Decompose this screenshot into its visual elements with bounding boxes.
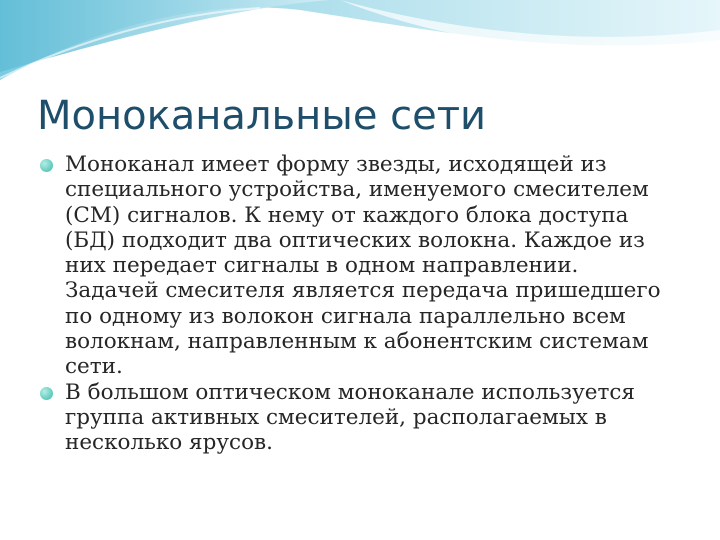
bullet-list [40,152,700,456]
bullet-dot-icon [40,387,53,400]
bullet-text: В большом оптическом моноканале используется группа активных смесителей, располагаемых в несколько ярусов. [65,379,635,456]
bullet-text: Моноканал имеет форму звезды, исходящей из специального устройства, именуемого смесителем (СМ) сигналов. К нему от каждого блока доступа (БД) подходит два оптических волокна. Каждое из них передает сигналы в одном направлении. Задачей смесителя является передача пришедшего по одному из волокон сигнала параллельно всем волокнам, направленным к абонентским системам сети. [65,152,661,380]
slide-title: Моноканальные сети [37,93,487,139]
list-item [40,152,700,380]
list-item [40,380,700,456]
bullet-dot-icon [40,159,53,172]
